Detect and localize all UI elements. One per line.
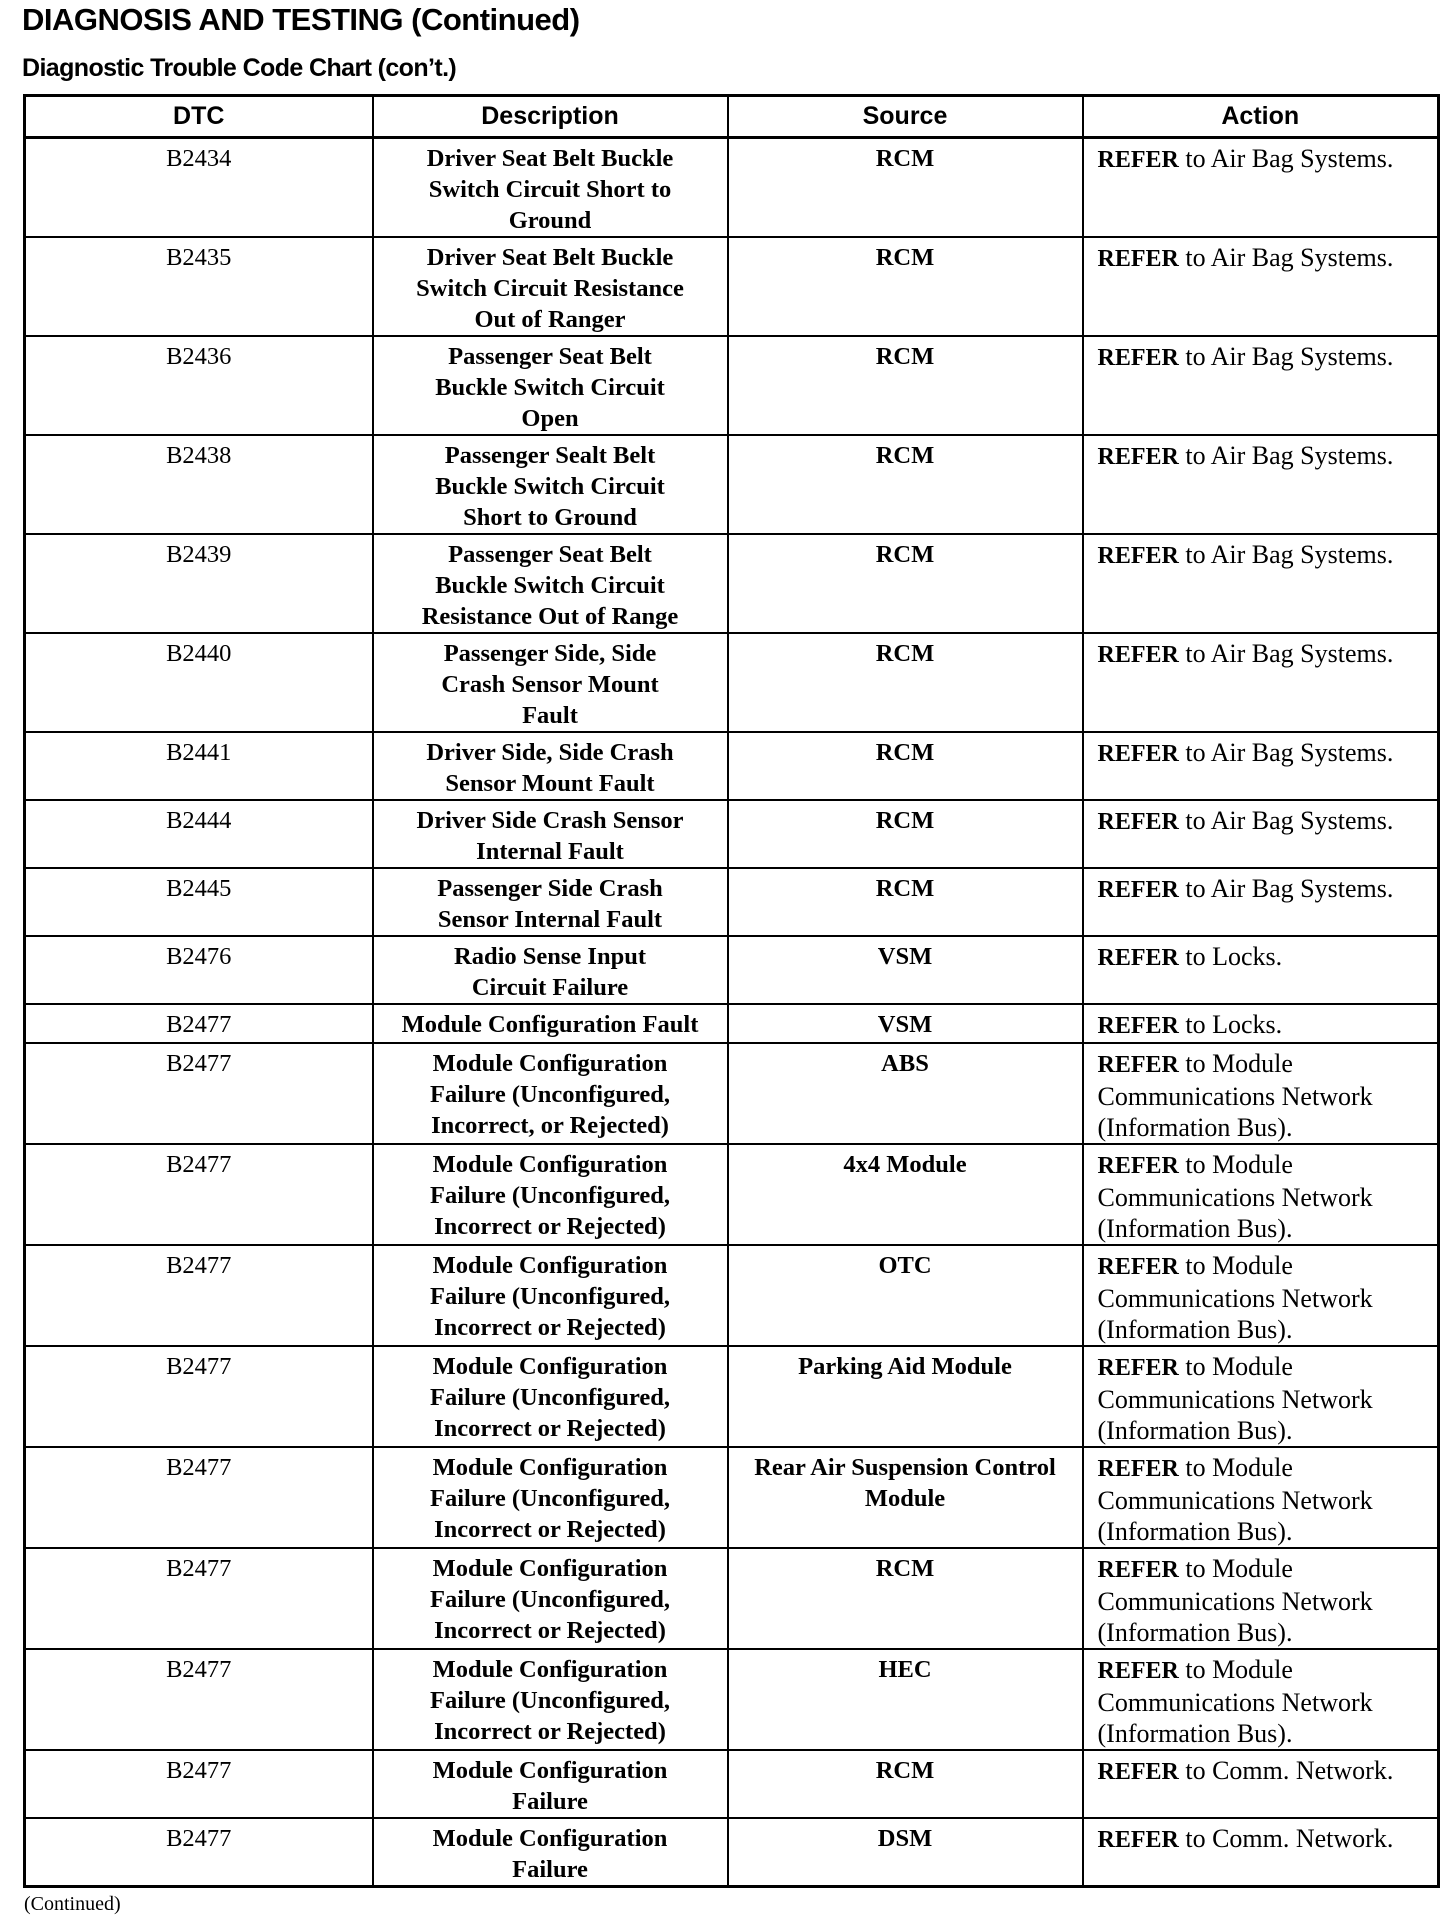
- description-cell: [373, 1004, 728, 1043]
- table-row: [25, 435, 1439, 534]
- description-text: Passenger Seat Belt Buckle Switch Circuit Open: [435, 343, 665, 432]
- description-cell: [373, 435, 728, 534]
- description-text: Module Configuration Failure (Unconfigured, Incorrect or Rejected): [429, 1656, 670, 1745]
- action-cell: [1083, 1043, 1439, 1144]
- table-row: [25, 237, 1439, 336]
- description-text: Module Configuration Fault: [401, 1011, 699, 1038]
- source-text: RCM: [875, 244, 935, 271]
- refer-keyword: REFER: [1097, 1658, 1179, 1684]
- action-text: to Comm. Network.: [1185, 1824, 1394, 1853]
- description-cell: [373, 138, 728, 238]
- chart-title: Diagnostic Trouble Code Chart (con’t.): [22, 54, 457, 82]
- dtc-cell: B2477: [25, 1548, 373, 1649]
- source-text: VSM: [877, 943, 933, 970]
- source-text: RCM: [875, 807, 935, 834]
- table-row: [25, 534, 1439, 633]
- table-row: [25, 936, 1439, 1004]
- source-cell: [728, 1750, 1083, 1818]
- table-row: [25, 1818, 1439, 1887]
- action-cell: [1083, 868, 1439, 936]
- action-text: to Module Communications Network (Information Bus).: [1097, 1251, 1373, 1344]
- dtc-cell: B2477: [25, 1004, 373, 1043]
- refer-keyword: REFER: [1097, 1153, 1179, 1179]
- source-cell: [728, 1818, 1083, 1887]
- dtc-cell: B2477: [25, 1144, 373, 1245]
- action-cell: [1083, 1245, 1439, 1346]
- action-text: to Module Communications Network (Information Bus).: [1097, 1049, 1373, 1142]
- action-cell: [1083, 534, 1439, 633]
- refer-keyword: REFER: [1097, 1355, 1179, 1381]
- refer-keyword: REFER: [1097, 1013, 1179, 1039]
- description-text: Module Configuration Failure (Unconfigured, Incorrect or Rejected): [429, 1555, 670, 1644]
- column-header-description: Description: [373, 96, 728, 138]
- dtc-cell: B2438: [25, 435, 373, 534]
- description-cell: [373, 1346, 728, 1447]
- description-text: Driver Seat Belt Buckle Switch Circuit Short to Ground: [426, 145, 674, 234]
- source-cell: [728, 633, 1083, 732]
- description-cell: [373, 1447, 728, 1548]
- refer-keyword: REFER: [1097, 246, 1179, 272]
- action-cell: [1083, 1447, 1439, 1548]
- action-cell: [1083, 1818, 1439, 1887]
- action-text: to Air Bag Systems.: [1185, 639, 1394, 668]
- dtc-cell: B2477: [25, 1043, 373, 1144]
- table-row: [25, 1750, 1439, 1818]
- table-row: [25, 1649, 1439, 1750]
- source-cell: [728, 1245, 1083, 1346]
- table-body: [25, 138, 1439, 1887]
- dtc-cell: B2444: [25, 800, 373, 868]
- table-row: [25, 1043, 1439, 1144]
- source-cell: [728, 336, 1083, 435]
- dtc-cell: B2440: [25, 633, 373, 732]
- refer-keyword: REFER: [1097, 345, 1179, 371]
- description-cell: [373, 1818, 728, 1887]
- description-cell: [373, 336, 728, 435]
- description-cell: [373, 936, 728, 1004]
- action-cell: [1083, 1750, 1439, 1818]
- action-cell: [1083, 435, 1439, 534]
- refer-keyword: REFER: [1097, 809, 1179, 835]
- description-cell: [373, 1548, 728, 1649]
- table-row: [25, 1346, 1439, 1447]
- source-text: HEC: [878, 1656, 932, 1683]
- description-text: Driver Side, Side Crash Sensor Mount Fault: [426, 739, 674, 797]
- source-text: RCM: [875, 739, 935, 766]
- description-text: Module Configuration Failure: [432, 1757, 668, 1815]
- description-cell: [373, 633, 728, 732]
- source-text: ABS: [881, 1050, 929, 1077]
- source-cell: [728, 868, 1083, 936]
- dtc-cell: B2435: [25, 237, 373, 336]
- refer-keyword: REFER: [1097, 1827, 1179, 1853]
- refer-keyword: REFER: [1097, 1557, 1179, 1583]
- action-text: to Air Bag Systems.: [1185, 144, 1394, 173]
- source-text: RCM: [875, 541, 935, 568]
- refer-keyword: REFER: [1097, 642, 1179, 668]
- action-text: to Module Communications Network (Information Bus).: [1097, 1554, 1373, 1647]
- source-cell: [728, 1004, 1083, 1043]
- dtc-cell: B2477: [25, 1245, 373, 1346]
- action-cell: [1083, 336, 1439, 435]
- description-cell: [373, 1245, 728, 1346]
- source-cell: [728, 1144, 1083, 1245]
- source-text: RCM: [875, 343, 935, 370]
- source-cell: [728, 732, 1083, 800]
- refer-keyword: REFER: [1097, 877, 1179, 903]
- description-cell: [373, 534, 728, 633]
- action-cell: [1083, 138, 1439, 238]
- action-cell: [1083, 237, 1439, 336]
- action-cell: [1083, 1004, 1439, 1043]
- source-cell: [728, 237, 1083, 336]
- action-cell: [1083, 633, 1439, 732]
- dtc-cell: B2477: [25, 1818, 373, 1887]
- source-text: RCM: [875, 1555, 935, 1582]
- refer-keyword: REFER: [1097, 444, 1179, 470]
- source-cell: [728, 1043, 1083, 1144]
- dtc-cell: B2445: [25, 868, 373, 936]
- description-cell: [373, 800, 728, 868]
- header-row: [25, 96, 1439, 138]
- source-cell: [728, 534, 1083, 633]
- description-text: Module Configuration Failure (Unconfigured, Incorrect or Rejected): [429, 1151, 670, 1240]
- source-cell: [728, 800, 1083, 868]
- source-cell: [728, 435, 1083, 534]
- action-text: to Module Communications Network (Information Bus).: [1097, 1655, 1373, 1748]
- action-text: to Module Communications Network (Information Bus).: [1097, 1150, 1373, 1243]
- table-row: [25, 1447, 1439, 1548]
- description-text: Driver Seat Belt Buckle Switch Circuit Resistance Out of Ranger: [416, 244, 684, 333]
- table-row: [25, 732, 1439, 800]
- source-cell: [728, 1548, 1083, 1649]
- description-text: Module Configuration Failure (Unconfigured, Incorrect or Rejected): [429, 1454, 670, 1543]
- refer-keyword: REFER: [1097, 1254, 1179, 1280]
- continued-note: (Continued): [24, 1893, 121, 1915]
- table-row: [25, 1004, 1439, 1043]
- source-cell: [728, 1346, 1083, 1447]
- action-text: to Air Bag Systems.: [1185, 243, 1394, 272]
- action-text: to Module Communications Network (Information Bus).: [1097, 1352, 1373, 1445]
- description-cell: [373, 1750, 728, 1818]
- action-text: to Module Communications Network (Information Bus).: [1097, 1453, 1373, 1546]
- source-text: RCM: [875, 145, 935, 172]
- description-text: Module Configuration Failure: [432, 1825, 668, 1883]
- action-text: to Comm. Network.: [1185, 1756, 1394, 1785]
- description-text: Driver Side Crash Sensor Internal Fault: [416, 807, 684, 865]
- refer-keyword: REFER: [1097, 1052, 1179, 1078]
- table-row: [25, 1144, 1439, 1245]
- action-text: to Air Bag Systems.: [1185, 342, 1394, 371]
- description-text: Module Configuration Failure (Unconfigured, Incorrect or Rejected): [429, 1353, 670, 1442]
- description-cell: [373, 237, 728, 336]
- refer-keyword: REFER: [1097, 1759, 1179, 1785]
- description-cell: [373, 1043, 728, 1144]
- dtc-cell: B2477: [25, 1346, 373, 1447]
- refer-keyword: REFER: [1097, 741, 1179, 767]
- description-cell: [373, 1144, 728, 1245]
- dtc-cell: B2441: [25, 732, 373, 800]
- page-title: DIAGNOSIS AND TESTING (Continued): [22, 2, 580, 37]
- dtc-cell: B2477: [25, 1447, 373, 1548]
- refer-keyword: REFER: [1097, 945, 1179, 971]
- dtc-cell: B2477: [25, 1649, 373, 1750]
- dtc-cell: B2439: [25, 534, 373, 633]
- dtc-cell: B2436: [25, 336, 373, 435]
- column-header-source: Source: [728, 96, 1083, 138]
- action-cell: [1083, 732, 1439, 800]
- action-text: to Air Bag Systems.: [1185, 540, 1394, 569]
- action-text: to Locks.: [1185, 942, 1283, 971]
- dtc-cell: B2477: [25, 1750, 373, 1818]
- source-text: RCM: [875, 640, 935, 667]
- description-text: Module Configuration Failure (Unconfigured, Incorrect, or Rejected): [429, 1050, 670, 1139]
- description-text: Passenger Side Crash Sensor Internal Fault: [437, 875, 663, 933]
- dtc-table: [23, 94, 1440, 1888]
- action-cell: [1083, 1548, 1439, 1649]
- source-text: VSM: [877, 1011, 933, 1038]
- action-text: to Air Bag Systems.: [1185, 874, 1394, 903]
- description-text: Module Configuration Failure (Unconfigured, Incorrect or Rejected): [429, 1252, 670, 1341]
- source-cell: [728, 138, 1083, 238]
- action-text: to Air Bag Systems.: [1185, 806, 1394, 835]
- description-cell: [373, 868, 728, 936]
- description-text: Passenger Seat Belt Buckle Switch Circuit Resistance Out of Range: [421, 541, 679, 630]
- source-text: Rear Air Suspension Control Module: [754, 1454, 1056, 1512]
- table-row: [25, 1548, 1439, 1649]
- source-text: RCM: [875, 442, 935, 469]
- column-header-dtc: DTC: [25, 96, 373, 138]
- refer-keyword: REFER: [1097, 543, 1179, 569]
- source-text: OTC: [878, 1252, 932, 1279]
- source-text: RCM: [875, 875, 935, 902]
- source-text: 4x4 Module: [843, 1151, 967, 1178]
- table-row: [25, 868, 1439, 936]
- action-cell: [1083, 1649, 1439, 1750]
- table-row: [25, 633, 1439, 732]
- table-row: [25, 800, 1439, 868]
- action-text: to Air Bag Systems.: [1185, 738, 1394, 767]
- description-text: Passenger Sealt Belt Buckle Switch Circuit Short to Ground: [435, 442, 665, 531]
- refer-keyword: REFER: [1097, 147, 1179, 173]
- column-header-action: Action: [1083, 96, 1439, 138]
- action-cell: [1083, 936, 1439, 1004]
- action-text: to Locks.: [1185, 1010, 1283, 1039]
- description-cell: [373, 1649, 728, 1750]
- source-cell: [728, 1447, 1083, 1548]
- action-cell: [1083, 1346, 1439, 1447]
- action-cell: [1083, 1144, 1439, 1245]
- source-text: RCM: [875, 1757, 935, 1784]
- description-text: Passenger Side, Side Crash Sensor Mount Fault: [441, 640, 659, 729]
- description-cell: [373, 732, 728, 800]
- table-row: [25, 336, 1439, 435]
- table-row: [25, 1245, 1439, 1346]
- source-text: DSM: [877, 1825, 933, 1852]
- source-cell: [728, 1649, 1083, 1750]
- table-row: [25, 138, 1439, 238]
- description-text: Radio Sense Input Circuit Failure: [454, 943, 646, 1001]
- table-header: [25, 96, 1439, 138]
- dtc-cell: B2476: [25, 936, 373, 1004]
- source-cell: [728, 936, 1083, 1004]
- source-text: Parking Aid Module: [798, 1353, 1012, 1380]
- refer-keyword: REFER: [1097, 1456, 1179, 1482]
- action-cell: [1083, 800, 1439, 868]
- action-text: to Air Bag Systems.: [1185, 441, 1394, 470]
- dtc-cell: B2434: [25, 138, 373, 238]
